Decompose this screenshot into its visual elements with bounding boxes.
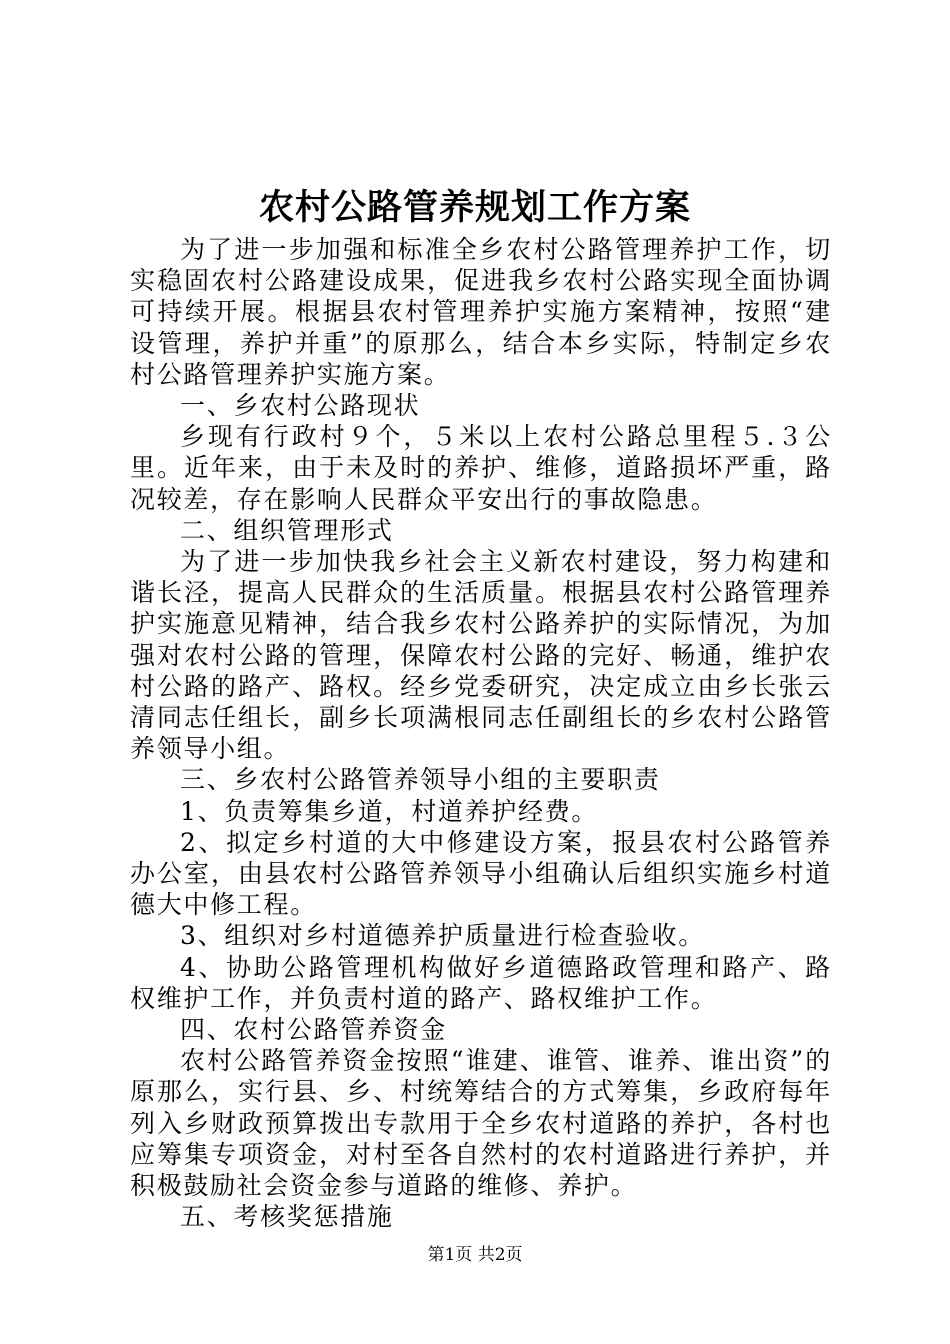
duty-item-2: 2、拟定乡村道的大中修建设方案，报县农村公路管养办公室，由县农村公路管养领导小组确认后组织实施乡村道德大中修工程。 [130, 827, 832, 920]
document-title: 农村公路管养规划工作方案 [258, 187, 691, 228]
section-1-paragraph: 乡现有行政村９个，５米以上农村公路总里程５.３公里。近年来，由于未及时的养护、维修，道路损坏严重，路况较差，存在影响人民群众平安出行的事故隐患。 [130, 422, 832, 514]
section-heading-5: 五、考核奖惩措施 [180, 1202, 394, 1232]
section-heading-4: 四、农村公路管养资金 [180, 1015, 448, 1045]
section-2-paragraph: 为了进一步加快我乡社会主义新农村建设，努力构建和谐长泾，提高人民群众的生活质量。根据县农村公路管理养护实施意见精神，结合我乡农村公路养护的实际情况，为加强对农村公路的管理，保障农村公路的完好、畅通，维护农村公路的路产、路权。经乡党委研究，决定成立由乡长张云清同志任组长，副乡长项满根同志任副组长的乡农村公路管养领导小组。 [130, 547, 832, 764]
intro-paragraph: 为了进一步加强和标准全乡农村公路管理养护工作，切实稳固农村公路建设成果，促进我乡农村公路实现全面协调可持续开展。根据县农村管理养护实施方案精神，按照“建设管理，养护并重”的原那么，结合本乡实际，特制定乡农村公路管理养护实施方案。 [130, 235, 832, 389]
section-heading-3: 三、乡农村公路管养领导小组的主要职责 [180, 765, 661, 795]
duty-item-1: 1、负责筹集乡道，村道养护经费。 [180, 796, 599, 826]
section-heading-1: 一、乡农村公路现状 [180, 391, 421, 421]
duty-item-3: 3、组织对乡村道德养护质量进行检查验收。 [180, 921, 705, 951]
page-footer: 第1页 共2页 [427, 1245, 523, 1265]
section-heading-2: 二、组织管理形式 [180, 515, 394, 545]
duty-item-4: 4、协助公路管理机构做好乡道德路政管理和路产、路权维护工作，并负责村道的路产、路权维护工作。 [130, 952, 832, 1013]
section-4-paragraph: 农村公路管养资金按照“谁建、谁管、谁养、谁出资”的原那么，实行县、乡、村统筹结合的方式筹集，乡政府每年列入乡财政预算拨出专款用于全乡农村道路的养护，各村也应筹集专项资金，对村至各自然村的农村道路进行养护，并积极鼓励社会资金参与道路的维修、养护。 [130, 1046, 832, 1201]
document-body [130, 234, 832, 1233]
